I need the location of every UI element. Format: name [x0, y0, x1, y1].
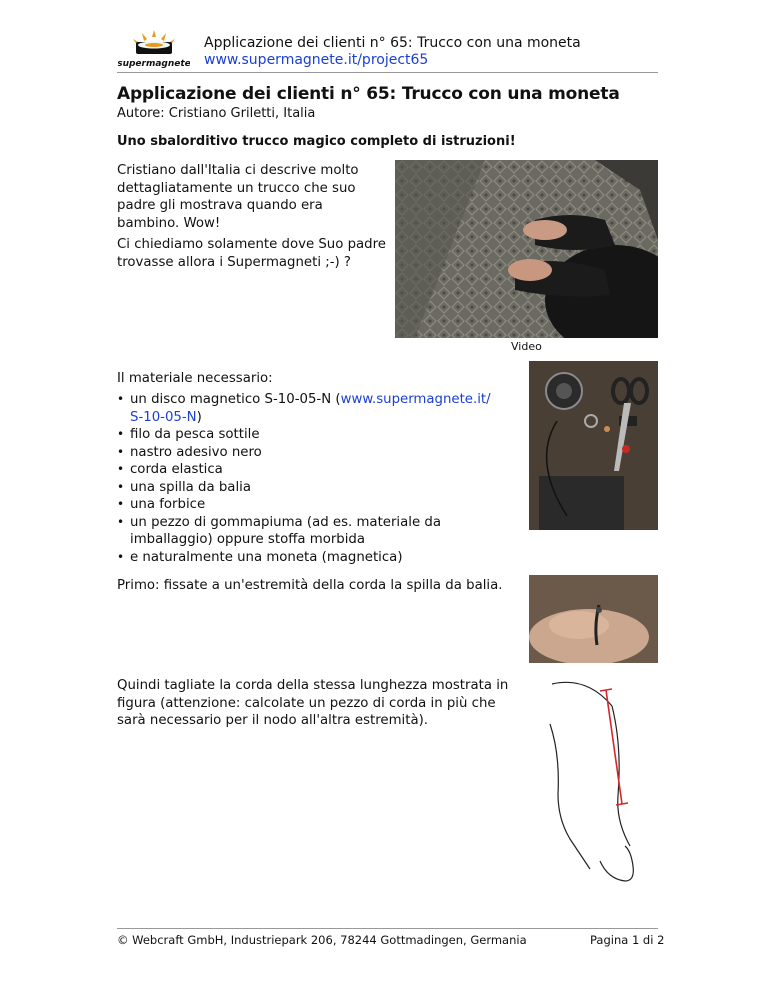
list-item-text: un disco magnetico S-10-05-N (	[130, 392, 341, 407]
list-item	[117, 514, 502, 549]
footer-copyright: © Webcraft GmbH, Industriepark 206, 78244 Gottmadingen, Germania	[117, 933, 527, 947]
running-header	[204, 35, 581, 69]
author-line: Autore: Cristiano Griletti, Italia	[117, 106, 316, 121]
hand-photo	[529, 575, 658, 663]
list-item-text: e naturalmente una moneta (magnetica)	[130, 549, 403, 565]
list-item-text: un pezzo di gommapiuma (ad es. materiale da imballaggio) oppure stoffa morbida	[130, 514, 441, 547]
footer-divider	[117, 928, 658, 929]
list-item	[117, 549, 502, 567]
supermagnete-logo-icon[interactable]	[118, 28, 190, 70]
list-item	[117, 426, 502, 444]
list-item-text: corda elastica	[130, 462, 223, 477]
header-divider	[117, 72, 658, 73]
list-item	[117, 391, 502, 426]
list-item-text: una spilla da balia	[130, 479, 251, 495]
intro-paragraph-1: Cristiano dall'Italia ci descrive molto dettagliatamente un trucco che suo padre gli mostrava quando era bambino. Wow!	[117, 163, 359, 231]
logo-text: supermagnete	[118, 59, 190, 69]
materials-list	[117, 391, 502, 566]
step-2-text: Quindi tagliate la corda della stessa lunghezza mostrata in figura (attenzione: calcolate un pezzo di corda in più che sarà necessario per il nodo all'altra estremità).	[117, 678, 509, 728]
list-item	[117, 496, 502, 514]
page-title: Applicazione dei clienti n° 65: Trucco con una moneta	[117, 84, 620, 104]
product-link[interactable]: www.supermagnete.it/ S-10-05-N	[130, 392, 491, 425]
subtitle: Uno sbalorditivo trucco magico completo di istruzioni!	[117, 134, 516, 149]
list-item-text: filo da pesca sottile	[130, 427, 260, 442]
list-item-text: nastro adesivo nero	[130, 444, 262, 460]
list-item	[117, 444, 502, 462]
list-item-text: una forbice	[130, 497, 206, 512]
header-url-link[interactable]: www.supermagnete.it/project65	[204, 52, 429, 68]
page-number: Pagina 1 di 2	[590, 933, 665, 947]
materials-photo	[529, 361, 658, 530]
video-thumbnail[interactable]	[395, 160, 658, 338]
video-caption: Video	[511, 340, 542, 353]
list-item	[117, 461, 502, 479]
list-item-text-suffix: )	[196, 409, 202, 425]
header-title: Applicazione dei clienti n° 65: Trucco con una moneta	[204, 35, 581, 51]
intro-paragraph-2: Ci chiediamo solamente dove Suo padre trovasse allora i Supermagneti ;-) ?	[117, 237, 386, 270]
step-1-text: Primo: fissate a un'estremità della corda la spilla da balia.	[117, 578, 503, 593]
materials-heading: Il materiale necessario:	[117, 371, 273, 386]
arm-length-diagram	[540, 676, 652, 896]
list-item	[117, 479, 502, 497]
